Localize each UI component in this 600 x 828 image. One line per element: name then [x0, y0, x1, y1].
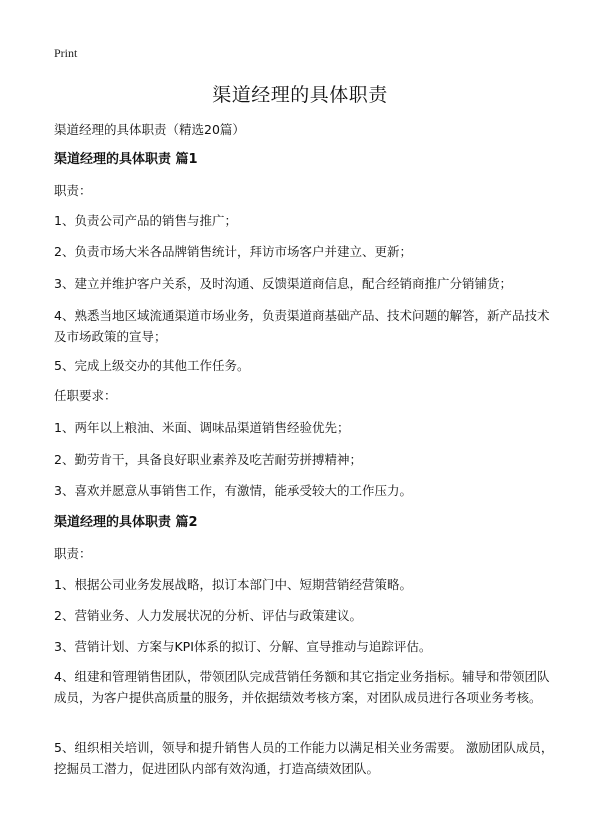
section-heading: 渠道经理的具体职责 篇2 — [54, 515, 198, 530]
requirements-label: 任职要求： — [54, 388, 117, 403]
duty-item: 4、熟悉当地区域流通渠道市场业务，负责渠道商基础产品、技术问题的解答，新产品技术及市场政策的宣导； — [54, 308, 550, 344]
duty-item: 2、负责市场大米各品牌销售统计，拜访市场客户并建立、更新； — [54, 244, 412, 259]
duty-item: 4、组建和管理销售团队，带领团队完成营销任务额和其它指定业务指标。辅导和带领团队成员，为客户提供高质量的服务，并依据绩效考核方案，对团队成员进行各项业务考核。 — [54, 669, 550, 705]
duty-item: 5、完成上级交办的其他工作任务。 — [54, 358, 250, 373]
duty-item: 1、负责公司产品的销售与推广； — [54, 213, 237, 228]
requirement-item: 1、两年以上粮油、米面、调味品渠道销售经验优先； — [54, 420, 350, 435]
requirement-item: 3、喜欢并愿意从事销售工作，有激情，能承受较大的工作压力。 — [54, 483, 412, 498]
duties-label: 职责： — [54, 183, 92, 198]
duty-item: 3、营销计划、方案与KPI体系的拟订、分解、宣导推动与追踪评估。 — [54, 639, 432, 654]
section-heading: 渠道经理的具体职责 篇1 — [54, 152, 198, 167]
duty-item: 1、根据公司业务发展战略，拟订本部门中、短期营销经营策略。 — [54, 577, 412, 592]
print-label: Print — [54, 46, 78, 60]
duties-label: 职责： — [54, 546, 92, 561]
requirement-item: 2、勤劳肯干，具备良好职业素养及吃苦耐劳拼搏精神； — [54, 452, 362, 467]
document-subtitle: 渠道经理的具体职责（精选20篇） — [54, 122, 245, 137]
document-title: 渠道经理的具体职责 — [212, 84, 388, 106]
duty-item: 2、营销业务、人力发展状况的分析、评估与政策建议。 — [54, 608, 362, 623]
duty-item: 5、组织相关培训，领导和提升销售人员的工作能力以满足相关业务需要。 激励团队成员，挖掘员工潜力，促进团队内部有效沟通，打造高绩效团队。 — [54, 740, 554, 776]
duty-item: 3、建立并维护客户关系，及时沟通、反馈渠道商信息，配合经销商推广分销铺货； — [54, 276, 512, 291]
